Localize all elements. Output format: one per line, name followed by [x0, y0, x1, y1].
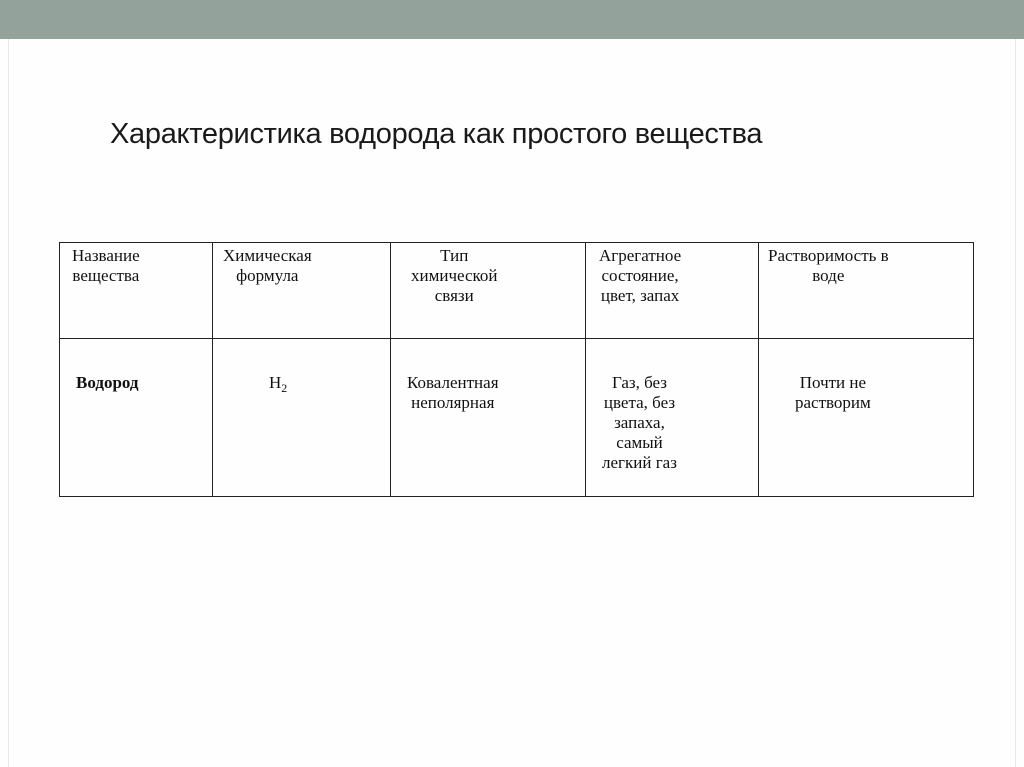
cell-state	[586, 339, 759, 497]
chemical-formula	[269, 373, 287, 393]
header-cell-bond	[391, 243, 586, 339]
header-bond-line: химической	[411, 266, 498, 285]
solubility-line: растворим	[795, 393, 871, 412]
cell-solubility	[759, 339, 974, 497]
slide-title: Характеристика водорода как простого вещества	[110, 118, 763, 150]
state-line: легкий газ	[602, 453, 677, 472]
header-name-line: вещества	[72, 266, 140, 285]
header-state-line: Агрегатное	[599, 246, 682, 265]
formula-element: H	[269, 373, 282, 392]
header-cell-formula	[213, 243, 391, 339]
header-state-line: цвет, запах	[600, 286, 680, 305]
state-line: самый	[616, 433, 663, 452]
header-cell-name	[60, 243, 213, 339]
state-line: запаха,	[614, 413, 665, 432]
state-line: Газ, без	[611, 373, 667, 392]
state-line: цвета, без	[603, 393, 676, 412]
solubility-line: Почти не	[799, 373, 867, 392]
header-bond-line: связи	[434, 286, 474, 305]
header-bond-line: Тип	[440, 246, 469, 265]
table-row	[60, 339, 974, 497]
cell-formula	[213, 339, 391, 497]
table-header-row	[60, 243, 974, 339]
header-formula-line: Химическая	[223, 246, 312, 265]
header-solubility-line: Растворимость в	[768, 246, 889, 265]
substance-name: Водород	[76, 373, 139, 392]
bond-line: Ковалентная	[407, 373, 499, 392]
top-bar	[0, 0, 1024, 39]
header-formula-line: формула	[236, 266, 299, 285]
bond-line: неполярная	[411, 393, 495, 412]
header-state-line: состояние,	[601, 266, 679, 285]
cell-bond	[391, 339, 586, 497]
header-cell-state	[586, 243, 759, 339]
formula-subscript: 2	[281, 381, 288, 395]
header-name-line: Название	[72, 246, 140, 265]
header-solubility-line: воде	[812, 266, 845, 285]
cell-name	[60, 339, 213, 497]
properties-table	[59, 242, 974, 497]
header-cell-solubility	[759, 243, 974, 339]
